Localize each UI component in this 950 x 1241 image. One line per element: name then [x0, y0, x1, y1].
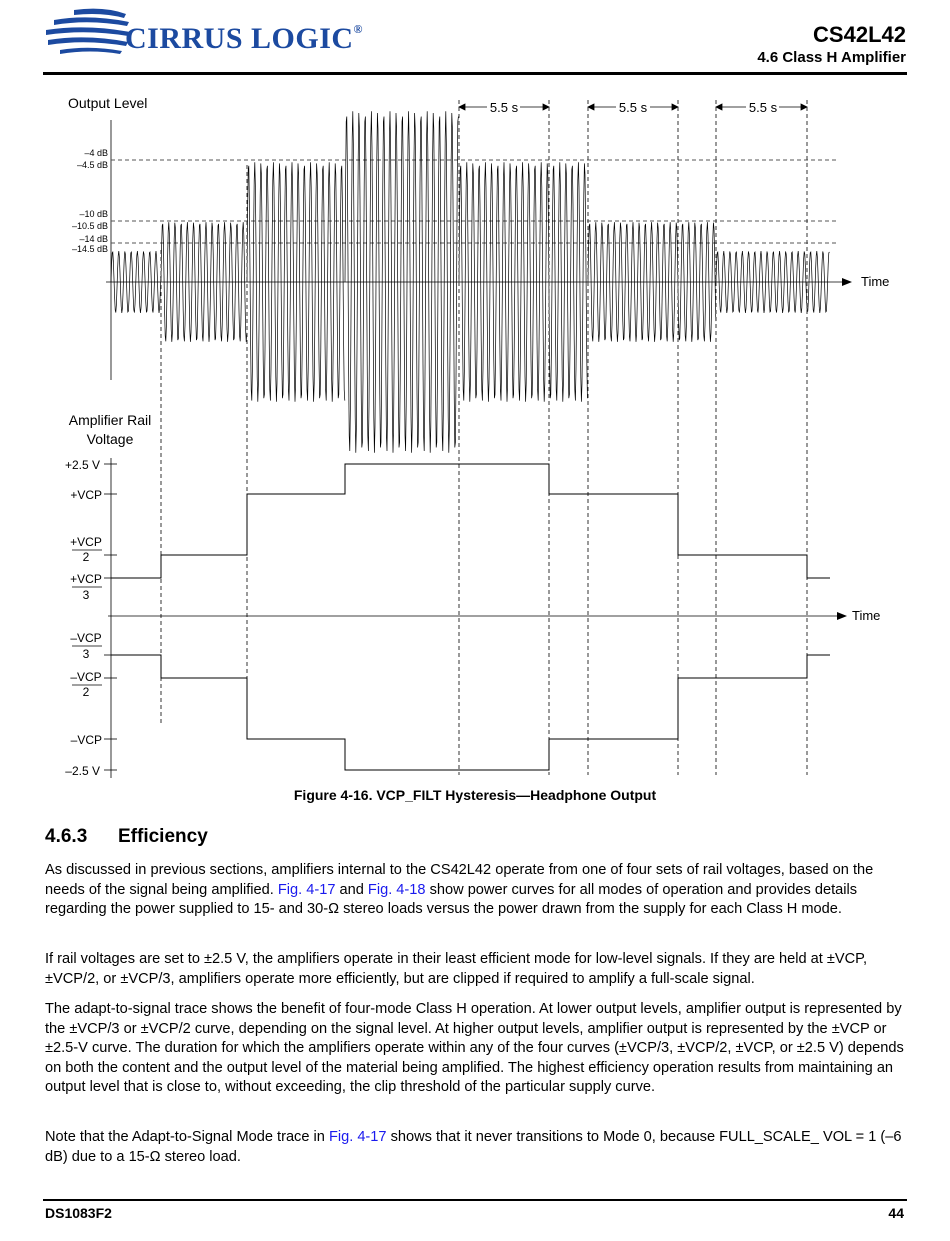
section-number: 4.6.3 [45, 826, 88, 847]
db-label-minus-4: –4 dB [84, 148, 108, 158]
db-label-minus-10-5: –10.5 dB [71, 221, 108, 231]
rail-label-neg-vcp-half-num: –VCP [70, 670, 102, 684]
db-label-minus-14: –14 dB [79, 234, 108, 244]
negative-rail-trace [111, 655, 830, 770]
fig-4-17-link[interactable]: Fig. 4-17 [277, 881, 336, 898]
rail-label-neg-vcp-third-den: 3 [82, 647, 90, 661]
paragraph-1: As discussed in previous sections, amplifiers internal to the CS42L42 operate from one of four sets of rail voltages, based on the needs of the signal being amplified. Fig. 4-17 and Fig. 4-18 show power curves for all modes of operation and provides details regarding the power supplied to 15- and 30-Ω stereo loads versus the power drawn from the supply for each Class H mode. [45, 862, 874, 917]
section-title: Efficiency [118, 826, 208, 847]
rail-label-pos-vcp: +VCP [70, 488, 102, 502]
paragraph-4: Note that the Adapt-to-Signal Mode trace in Fig. 4-17 shows that it never transitions to Mode 0, because FULL_SCALE_ VOL = 1 (–6 dB) due to a 15-Ω stereo load. [45, 1129, 902, 1165]
fig-4-17-link-2[interactable]: Fig. 4-17 [328, 1129, 387, 1145]
db-reference-lines [111, 160, 838, 243]
db-label-minus-14-5: –14.5 dB [71, 244, 108, 254]
page-number: 44 [888, 1205, 904, 1221]
time-label-top: Time [861, 274, 890, 289]
time-label-bottom: Time [852, 608, 881, 623]
rail-label-neg-vcp-half-den: 2 [82, 685, 90, 699]
rail-label-pos-vcp-half-num: +VCP [70, 535, 102, 549]
db-label-minus-4-5: –4.5 dB [76, 160, 108, 170]
document-id: CS42L42 [813, 22, 906, 47]
interval-label-3: 5.5 s [748, 100, 778, 115]
figure-caption: Figure 4-16. VCP_FILT Hysteresis—Headphone Output [293, 787, 657, 803]
transition-lines [161, 100, 807, 775]
positive-rail-trace [111, 464, 830, 578]
rail-label-neg-vcp-third-num: –VCP [70, 631, 102, 645]
rail-label-neg-vcp: –VCP [70, 733, 102, 747]
paragraph-3: The adapt-to-signal trace shows the benefit of four-mode Class H operation. At lower output levels, amplifier output is represented by the ±VCP/3 or ±VCP/2 curve, depending on the signal level. At higher output levels, amplifier output is represented by the ±VCP or ±2.5-V curve. The duration for which the amplifiers operate within any of the four curves (±VCP/3, ±VCP/2, ±VCP, or ±2.5 V) depends on both the content and the output level of the material being amplified. The highest efficiency operation results from maintaining an output level that is close to, without exceeding, the clip threshold of the particular supply curve. [45, 1001, 904, 1095]
rail-label-neg-2-5v: –2.5 V [65, 764, 100, 778]
rail-label-pos-vcp-third-den: 3 [82, 588, 90, 602]
rail-voltage-label-line1: Amplifier Rail [68, 412, 152, 428]
rail-voltage-label-line2: Voltage [86, 431, 134, 447]
rail-label-pos-vcp-half-den: 2 [82, 550, 90, 564]
fig-4-18-link[interactable]: Fig. 4-18 [367, 881, 426, 898]
db-label-minus-10: –10 dB [79, 209, 108, 219]
rail-label-pos-vcp-third-num: +VCP [70, 572, 102, 586]
cirrus-logic-logo-mark [44, 6, 134, 56]
output-level-label: Output Level [68, 95, 148, 111]
interval-label-1: 5.5 s [489, 100, 519, 115]
rail-label-pos-2-5v: +2.5 V [64, 458, 100, 472]
footer-doc-number: DS1083F2 [45, 1205, 112, 1221]
header-section-title: 4.6 Class H Amplifier [757, 49, 906, 66]
header-rule [43, 72, 907, 75]
logo-wordmark: CIRRUS LOGIC® [125, 22, 364, 55]
paragraph-2: If rail voltages are set to ±2.5 V, the amplifiers operate in their least efficient mode for low-level signals. If they are held at ±VCP, ±VCP/2, or ±VCP/3, amplifiers operate more efficiently, but are clipped if required to amplify a full-scale signal. [45, 951, 868, 987]
footer-rule [43, 1199, 907, 1201]
interval-label-2: 5.5 s [618, 100, 648, 115]
class-h-hysteresis-figure [0, 80, 950, 785]
